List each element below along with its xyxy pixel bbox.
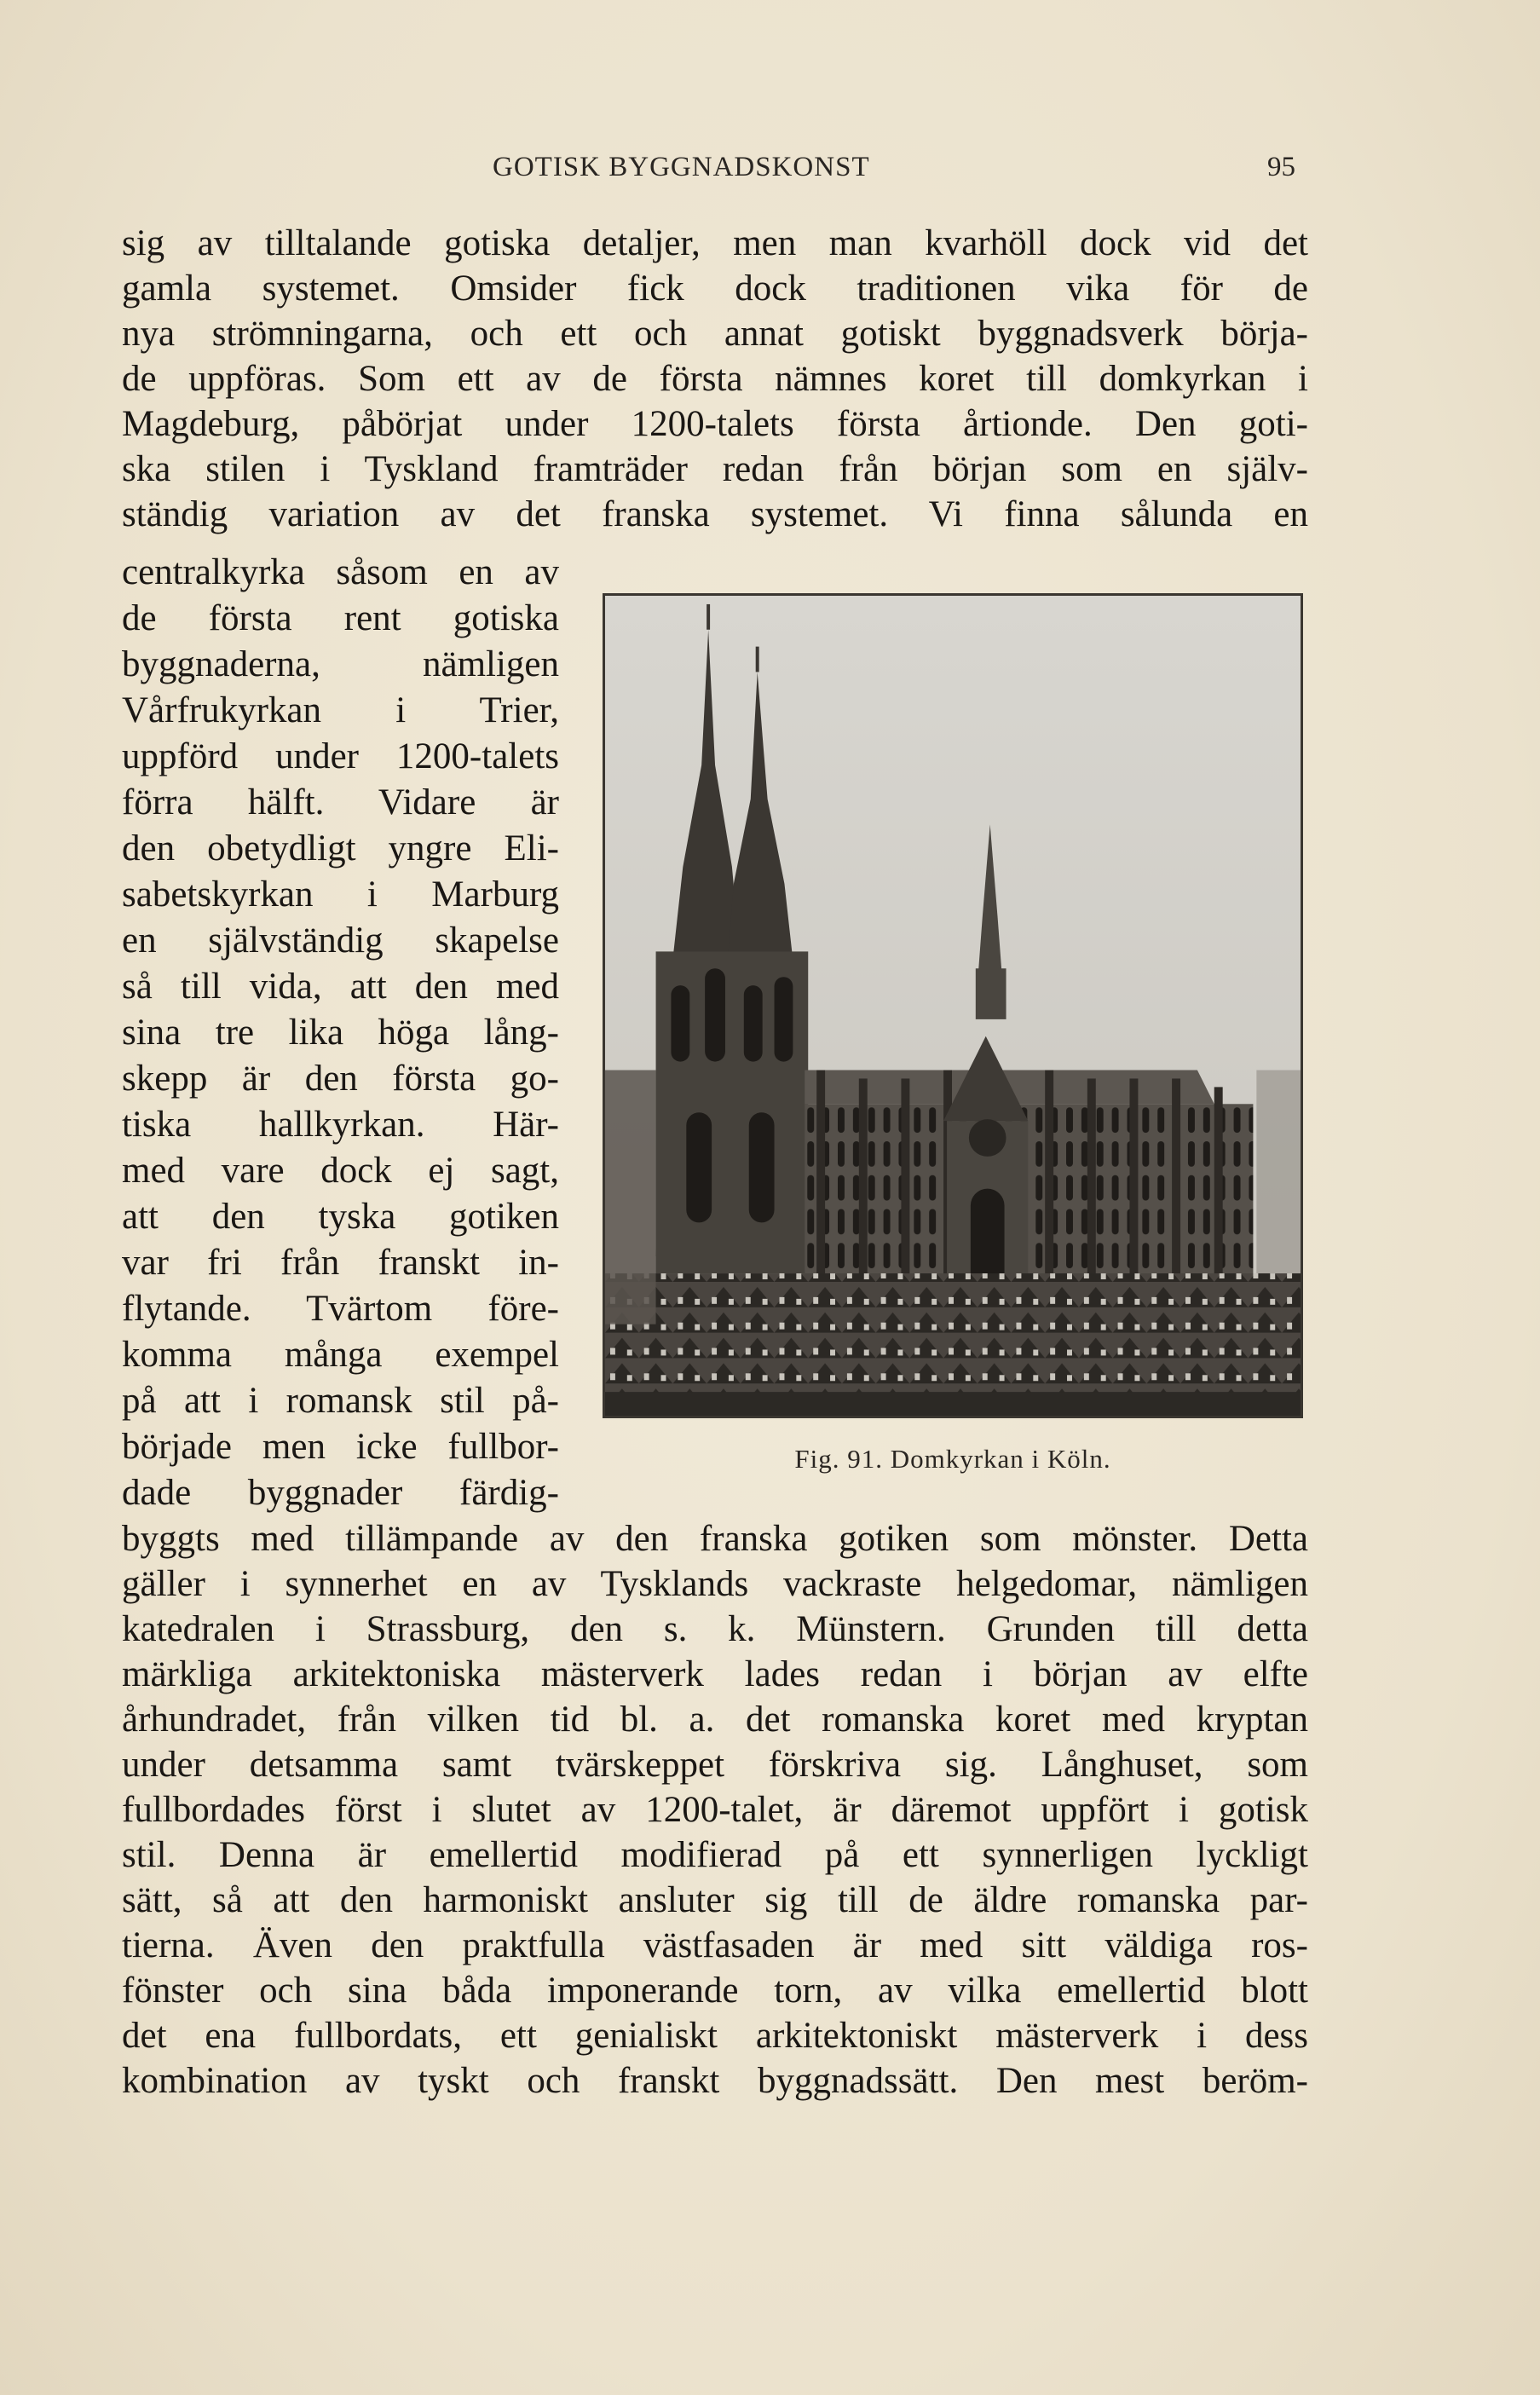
text-line: kombination av tyskt och franskt byggnadssätt. Den mest beröm- bbox=[122, 2061, 1308, 2101]
text-line: komma många exempel bbox=[122, 1335, 559, 1375]
text-line: ska stilen i Tyskland framträder redan från början som en själv- bbox=[122, 449, 1308, 489]
cathedral-illustration bbox=[605, 596, 1301, 1416]
text-line: gäller i synnerhet en av Tysklands vackraste helgedomar, nämligen bbox=[122, 1564, 1308, 1604]
cathedral-photo bbox=[603, 593, 1303, 1418]
text-line: katedralen i Strassburg, den s. k. Münstern. Grunden till detta bbox=[122, 1609, 1308, 1649]
text-line: fullbordades först i slutet av 1200-talet, är däremot uppfört i gotisk bbox=[122, 1790, 1308, 1830]
text-line: under detsamma samt tvärskeppet förskriva sig. Långhuset, som bbox=[122, 1745, 1308, 1785]
text-line: den obetydligt yngre Eli- bbox=[122, 828, 559, 869]
text-line: flytande. Tvärtom före- bbox=[122, 1289, 559, 1329]
text-line: Vårfrukyrkan i Trier, bbox=[122, 690, 559, 730]
text-line: så till vida, att den med bbox=[122, 967, 559, 1007]
text-line: sina tre lika höga lång- bbox=[122, 1013, 559, 1053]
text-line: gamla systemet. Omsider fick dock traditionen vika för de bbox=[122, 268, 1308, 309]
text-line: stil. Denna är emellertid modifierad på ett synnerligen lyckligt bbox=[122, 1835, 1308, 1875]
text-line: ständig variation av det franska systemet. Vi finna sålunda en bbox=[122, 494, 1308, 534]
text-line: förra hälft. Vidare är bbox=[122, 782, 559, 822]
text-line: tierna. Även den praktfulla västfasaden är med sitt väldiga ros- bbox=[122, 1925, 1308, 1965]
text-line: att den tyska gotiken bbox=[122, 1197, 559, 1237]
text-line: sig av tilltalande gotiska detaljer, men man kvarhöll dock vid det bbox=[122, 223, 1308, 263]
text-line: skepp är den första go- bbox=[122, 1059, 559, 1099]
text-line: det ena fullbordats, ett genialiskt arkitektoniskt mästerverk i dess bbox=[122, 2016, 1308, 2056]
text-line: århundradet, från vilken tid bl. a. det romanska koret med kryptan bbox=[122, 1700, 1308, 1740]
figure-caption: Fig. 91. Domkyrkan i Köln. bbox=[794, 1444, 1111, 1474]
text-line: de uppföras. Som ett av de första nämnes koret till domkyrkan i bbox=[122, 359, 1308, 399]
text-line: tiska hallkyrkan. Här- bbox=[122, 1105, 559, 1145]
text-line: fönster och sina båda imponerande torn, av vilka emellertid blott bbox=[122, 1971, 1308, 2011]
text-line: med vare dock ej sagt, bbox=[122, 1151, 559, 1191]
text-line: uppförd under 1200-talets bbox=[122, 736, 559, 776]
text-line: började men icke fullbor- bbox=[122, 1427, 559, 1467]
text-line: sätt, så att den harmoniskt ansluter sig till de äldre romanska par- bbox=[122, 1880, 1308, 1920]
text-line: var fri från franskt in- bbox=[122, 1243, 559, 1283]
text-line: nya strömningarna, och ett och annat gotiskt byggnadsverk börja- bbox=[122, 314, 1308, 354]
text-line: byggnaderna, nämligen bbox=[122, 644, 559, 684]
text-line: de första rent gotiska bbox=[122, 598, 559, 638]
running-title: GOTISK BYGGNADSKONST bbox=[493, 152, 870, 182]
text-line: byggts med tillämpande av den franska gotiken som mönster. Detta bbox=[122, 1519, 1308, 1559]
text-line: sabetskyrkan i Marburg bbox=[122, 874, 559, 915]
text-line: en självständig skapelse bbox=[122, 920, 559, 961]
text-line: Magdeburg, påbörjat under 1200-talets första årtionde. Den goti- bbox=[122, 404, 1308, 444]
text-line: dade byggnader färdig- bbox=[122, 1473, 559, 1513]
text-line: centralkyrka såsom en av bbox=[122, 552, 559, 592]
page-number: 95 bbox=[1267, 152, 1295, 182]
text-line: på att i romansk stil på- bbox=[122, 1381, 559, 1421]
text-line: märkliga arkitektoniska mästerverk lades redan i början av elfte bbox=[122, 1654, 1308, 1694]
